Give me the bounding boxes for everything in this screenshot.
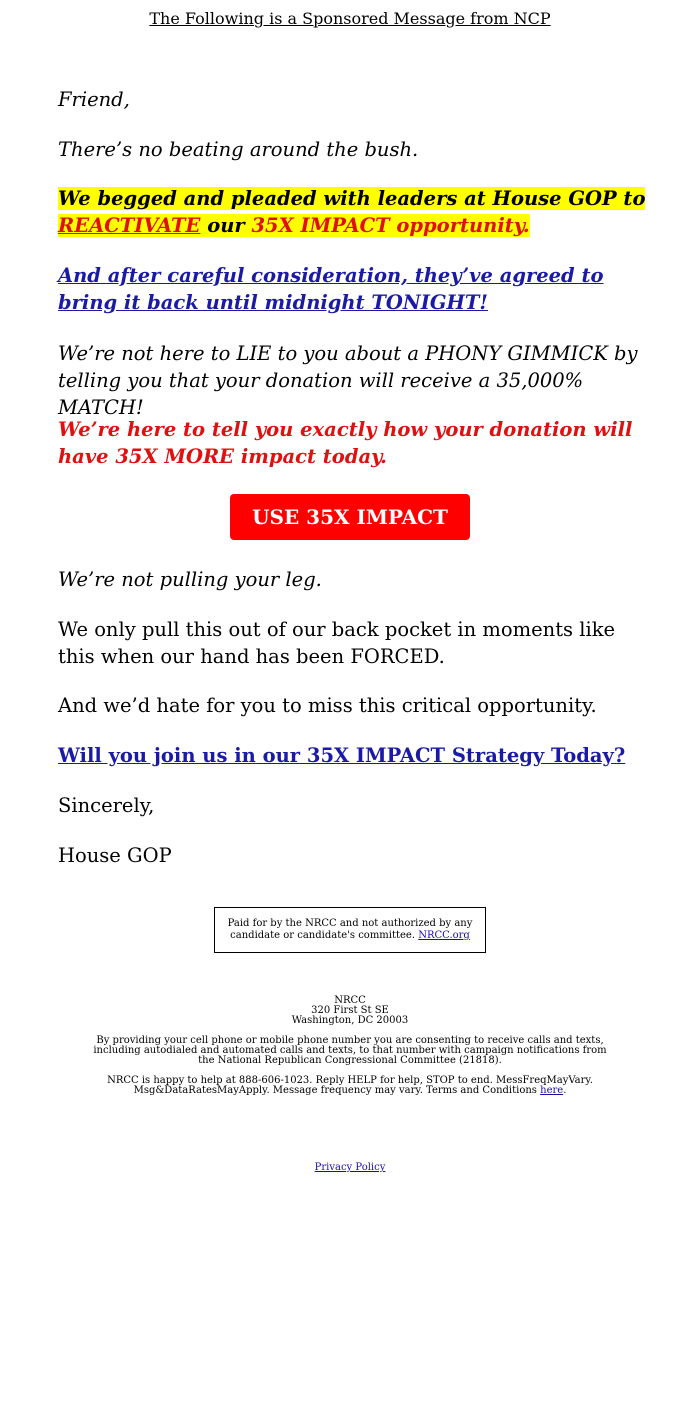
pulling-leg-paragraph: We’re not pulling your leg. [58,568,322,591]
signoff: Sincerely, [58,794,155,817]
careful-consideration-paragraph [58,262,648,316]
footer-org: NRCC [334,995,366,1006]
footer-address [90,996,610,1026]
use-35x-impact-button[interactable]: USE 35X IMPACT [230,494,470,540]
phony-gimmick-paragraph: We’re not here to LIE to you about a PHONY GIMMICK by telling you that your donation will receive a 35,000% MATCH! [58,342,638,419]
intro-paragraph: There’s no beating around the bush. [58,138,419,161]
cta-container [0,494,700,540]
consent-notice: By providing your cell phone or mobile phone number you are consenting to receive calls and texts, including autodialed and automated calls and texts, to that number with campaign notifications from the National Republican Congressional Committee (21818). [93,1035,607,1066]
privacy-policy-link[interactable]: Privacy Policy [314,1162,386,1173]
privacy-policy-container [90,1163,610,1173]
paid-for-disclaimer: Paid for by the NRCC and not authorized by any candidate or candidate's committee. NRCC.org [214,907,486,953]
help-notice: NRCC is happy to help at 888-606-1023. Reply HELP for help, STOP to end. MessFreqMayVary. Msg&DataRatesMayApply. Message frequency may vary. Terms and Conditions here. [107,1075,593,1096]
signature: House GOP [58,844,172,867]
midnight-tonight-link[interactable]: And after careful consideration, they’ve agreed to bring it back until midnight TONIGHT! [58,264,604,314]
reactivate-paragraph [58,185,648,239]
footer-address-line1: 320 First St SE [311,1005,389,1016]
impact-today-paragraph: We’re here to tell you exactly how your donation will have 35X MORE impact today. [58,418,633,468]
impact-opportunity-text: 35X IMPACT opportunity. [251,214,530,237]
reactivate-text: REACTIVATE [58,214,201,237]
critical-opportunity-paragraph: And we’d hate for you to miss this critical opportunity. [58,694,597,717]
footer-address-line2: Washington, DC 20003 [291,1015,409,1026]
join-strategy-paragraph [58,742,648,769]
sponsor-line: The Following is a Sponsored Message from NCP [149,9,551,28]
highlighted-text: We begged and pleaded with leaders at House GOP to REACTIVATE our 35X IMPACT opportunity. [58,187,646,237]
join-strategy-link[interactable]: Will you join us in our 35X IMPACT Strategy Today? [58,744,626,767]
greeting: Friend, [58,88,130,111]
terms-here-link[interactable]: here [540,1085,564,1096]
back-pocket-paragraph: We only pull this out of our back pocket in moments like this when our hand has been FORCED. [58,618,616,668]
nrcc-org-link[interactable]: NRCC.org [418,930,470,941]
